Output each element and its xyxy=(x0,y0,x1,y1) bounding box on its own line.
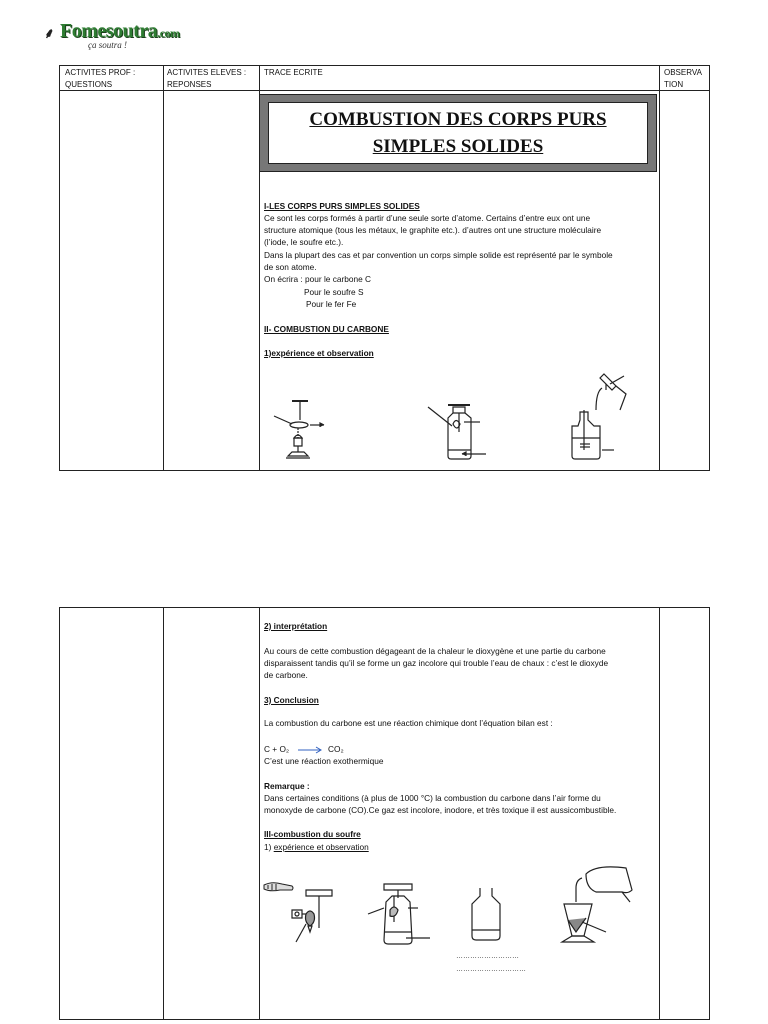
observation-dots-1: ……………………… xyxy=(456,953,519,960)
section2-sub1: 1)expérience et observation xyxy=(264,348,374,358)
conclusion-text: La combustion du carbone est une réaction chimique dont l’équation bilan est : xyxy=(264,718,553,728)
interpretation-line-2: disparaissent tandis qu’il se forme un gaz incolore qui trouble l’eau de chaux : c’est le dioxyde xyxy=(264,658,609,668)
reaction-arrow-icon xyxy=(298,746,324,754)
section1-line-4: Dans la plupart des cas et par convention un corps simple solide est représenté par le symbole xyxy=(264,250,613,260)
header-activites-eleves: ACTIVITES ELEVES : REPONSES xyxy=(167,68,247,89)
section2-sub2: 2) interprétation xyxy=(264,621,328,631)
header-observation: OBSERVA TION xyxy=(664,68,702,89)
observation-dots-2: ………………………… xyxy=(456,966,526,973)
equation-reactants: C + O₂ xyxy=(264,744,290,754)
section2-heading: II- COMBUSTION DU CARBONE xyxy=(264,324,389,334)
carbon-burning-spoon-figure xyxy=(272,398,328,462)
logo-brand: Fomesoutra.com xyxy=(60,20,180,42)
interpretation-line-1: Au cours de cette combustion dégageant de la chaleur le dioxygène et une partie du carbone xyxy=(264,646,606,656)
equation-product: CO₂ xyxy=(328,744,344,754)
sulfur-jar-figure xyxy=(366,882,436,948)
logo-flame-icon: ⸙ xyxy=(44,25,55,41)
logo-tagline: ça soutra ! xyxy=(88,40,127,50)
section1-heading: I-LES CORPS PURS SIMPLES SOLIDES xyxy=(264,201,420,211)
sulfur-pouring-figure xyxy=(556,862,636,946)
remark-line-2: monoxyde de carbone (CO).Ce gaz est incolore, inodore, et très toxique il est aussicombustible. xyxy=(264,805,617,815)
header-activites-prof: ACTIVITES PROF : QUESTIONS xyxy=(65,68,136,89)
section1-line-2: structure atomique (tous les métaux, le graphite etc.). d’autres ont une structure moléculaire xyxy=(264,225,602,235)
empty-jar-figure xyxy=(468,886,504,942)
lesson-title: COMBUSTION DES CORPS PURS SIMPLES SOLIDES xyxy=(309,109,607,157)
remark-label: Remarque : xyxy=(264,781,310,791)
exothermic-text: C’est une réaction exothermique xyxy=(264,756,384,766)
section2-sub3: 3) Conclusion xyxy=(264,695,319,705)
section1-line-6: On écrira : pour le carbone C xyxy=(264,274,371,284)
section1-example-soufre: Pour le soufre S xyxy=(304,287,364,297)
site-logo xyxy=(44,18,194,48)
carbon-jar-figure xyxy=(426,402,496,462)
sulfur-spoon-figure xyxy=(288,888,338,944)
section1-line-3: (l’iode, le soufre etc.). xyxy=(264,237,344,247)
header-trace-ecrite: TRACE ECRITE xyxy=(264,68,323,77)
section3-heading: III-combustion du soufre xyxy=(264,829,361,839)
remark-line-1: Dans certaines conditions (à plus de 1000 °C) la combustion du carbone dans l’air forme du xyxy=(264,793,601,803)
section1-example-fer: Pour le fer Fe xyxy=(306,299,357,309)
section1-line-5: de son atome. xyxy=(264,262,317,272)
section3-sub1: 1) expérience et observation xyxy=(264,842,369,852)
interpretation-line-3: de carbone. xyxy=(264,670,308,680)
section1-line-1: Ce sont les corps formés à partir d’une seule sorte d’atome. Certains d’entre eux ont une xyxy=(264,213,591,223)
limewater-test-figure xyxy=(566,370,636,464)
lesson-title-frame xyxy=(259,94,657,172)
